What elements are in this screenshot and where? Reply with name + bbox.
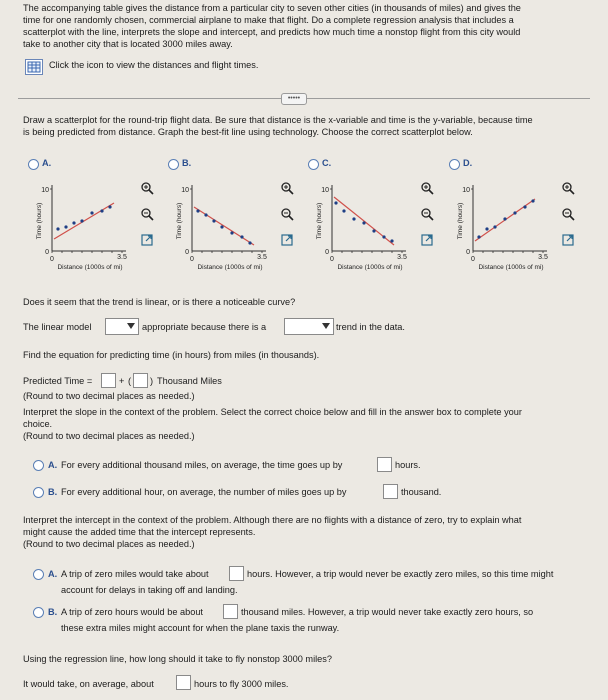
slope-thousand-input[interactable] bbox=[383, 484, 398, 499]
radio-button[interactable] bbox=[33, 569, 44, 580]
slope-hours-input[interactable] bbox=[377, 457, 392, 472]
slope-question-line: choice. bbox=[23, 419, 53, 429]
option-letter: B. bbox=[48, 607, 58, 617]
x-max-label: 3.5 bbox=[257, 254, 267, 261]
data-point bbox=[240, 235, 243, 238]
y-min-label: 0 bbox=[325, 249, 329, 256]
intercept-input[interactable] bbox=[101, 373, 116, 388]
expand-icon-arrow bbox=[286, 236, 291, 241]
scatter-option-b[interactable] bbox=[168, 157, 303, 282]
expand-icon[interactable] bbox=[280, 233, 294, 247]
scatterplot-thumbnail bbox=[308, 181, 408, 271]
magnifier-handle bbox=[289, 190, 293, 194]
slope-option-b[interactable] bbox=[33, 484, 583, 500]
data-point bbox=[108, 205, 111, 208]
radio-button[interactable] bbox=[308, 159, 319, 170]
expand-icon[interactable] bbox=[561, 233, 575, 247]
data-point bbox=[334, 201, 337, 204]
x-min-label: 0 bbox=[190, 256, 194, 263]
y-axis-label: Time (hours) bbox=[457, 202, 464, 240]
expand-icon-arrow bbox=[567, 236, 572, 241]
data-point bbox=[493, 225, 496, 228]
option-letter: B. bbox=[182, 158, 192, 168]
data-point bbox=[248, 241, 251, 244]
plus-sign: + bbox=[119, 376, 125, 386]
open-paren: ( bbox=[128, 376, 132, 386]
option-text: A trip of zero miles would take about bbox=[61, 569, 209, 579]
data-point bbox=[64, 225, 67, 228]
data-point bbox=[485, 227, 488, 230]
zoom-in-icon[interactable] bbox=[420, 181, 434, 195]
magnifier-handle bbox=[570, 190, 574, 194]
data-table-link-label[interactable]: Click the icon to view the distances and flight times. bbox=[49, 60, 259, 70]
x-axis-label: Distance (1000s of mi) bbox=[337, 264, 403, 271]
data-point bbox=[503, 217, 506, 220]
x-max-label: 3.5 bbox=[117, 254, 127, 261]
intercept-question-line: might cause the added time that the intercept represents. bbox=[23, 527, 256, 537]
slope-rounding: (Round to two decimal places as needed.) bbox=[23, 431, 195, 441]
data-point bbox=[56, 227, 59, 230]
data-point bbox=[352, 217, 355, 220]
equation-rounding: (Round to two decimal places as needed.) bbox=[23, 391, 195, 401]
zoom-out-icon[interactable] bbox=[561, 207, 575, 221]
slope-question bbox=[23, 406, 598, 442]
expand-icon[interactable] bbox=[140, 233, 154, 247]
prediction-prefix: It would take, on average, about bbox=[23, 679, 154, 689]
trend-middle: appropriate because there is a bbox=[142, 322, 267, 332]
y-min-label: 0 bbox=[185, 249, 189, 256]
intercept-option-a[interactable] bbox=[33, 566, 601, 596]
data-point bbox=[90, 211, 93, 214]
scatter-question-line: is being predicted from distance. Graph the best-fit line using technology. Choose the correct scatterplot below. bbox=[23, 127, 473, 137]
prediction-suffix: hours to fly 3000 miles. bbox=[194, 679, 289, 689]
intercept-miles-input[interactable] bbox=[223, 604, 238, 619]
radio-button[interactable] bbox=[168, 159, 179, 170]
expand-icon-arrow bbox=[426, 236, 431, 241]
radio-button[interactable] bbox=[28, 159, 39, 170]
x-min-label: 0 bbox=[50, 256, 54, 263]
x-min-label: 0 bbox=[330, 256, 334, 263]
x-axis-label: Distance (1000s of mi) bbox=[197, 264, 263, 271]
y-max-label: 10 bbox=[462, 187, 470, 194]
magnifier-handle bbox=[149, 216, 153, 220]
option-suffix: thousand. bbox=[401, 487, 442, 497]
close-paren: ) bbox=[150, 376, 154, 386]
best-fit-line bbox=[194, 207, 254, 245]
equation-row bbox=[23, 373, 583, 389]
expand-icon-arrow bbox=[146, 236, 151, 241]
option-letter: A. bbox=[42, 158, 52, 168]
y-axis-label: Time (hours) bbox=[36, 202, 43, 240]
data-point bbox=[477, 235, 480, 238]
y-axis-label: Time (hours) bbox=[316, 202, 323, 240]
trend-answer-row bbox=[23, 318, 583, 336]
chevron-down-icon bbox=[322, 323, 330, 329]
y-min-label: 0 bbox=[45, 249, 49, 256]
prediction-question: Using the regression line, how long should it take to fly nonstop 3000 miles? bbox=[23, 654, 332, 664]
option-letter: B. bbox=[48, 487, 58, 497]
slope-option-a[interactable] bbox=[33, 457, 583, 473]
table-icon[interactable] bbox=[25, 59, 43, 75]
data-point bbox=[513, 211, 516, 214]
trend-suffix: trend in the data. bbox=[336, 322, 405, 332]
data-point bbox=[80, 219, 83, 222]
trend-question: Does it seem that the trend is linear, or is there a noticeable curve? bbox=[23, 297, 296, 307]
y-max-label: 10 bbox=[181, 187, 189, 194]
scatterplot-thumbnail bbox=[449, 181, 549, 271]
option-text: A trip of zero hours would be about bbox=[61, 607, 203, 617]
data-table-link[interactable] bbox=[23, 57, 283, 75]
scatter-question bbox=[23, 114, 598, 138]
equation-question: Find the equation for predicting time (in hours) from miles (in thousands). bbox=[23, 350, 320, 360]
prediction-row bbox=[23, 675, 583, 691]
data-point bbox=[531, 199, 534, 202]
data-point bbox=[220, 225, 223, 228]
zoom-in-icon[interactable] bbox=[561, 181, 575, 195]
option-text: For every additional hour, on average, the number of miles goes up by bbox=[61, 487, 347, 497]
magnifier-handle bbox=[149, 190, 153, 194]
zoom-out-icon[interactable] bbox=[280, 207, 294, 221]
data-point bbox=[372, 229, 375, 232]
data-point bbox=[390, 239, 393, 242]
y-max-label: 10 bbox=[41, 187, 49, 194]
intercept-rounding: (Round to two decimal places as needed.) bbox=[23, 539, 195, 549]
y-max-label: 10 bbox=[321, 187, 329, 194]
x-axis-label: Distance (1000s of mi) bbox=[478, 264, 544, 271]
option-text-line2: these extra miles might account for when the plane taxis the runway. bbox=[61, 623, 340, 633]
option-letter: A. bbox=[48, 460, 58, 470]
scatter-option-d[interactable] bbox=[449, 157, 584, 282]
zoom-in-icon[interactable] bbox=[140, 181, 154, 195]
option-text-after: hours. However, a trip would never be exactly zero miles, so this time might bbox=[247, 569, 554, 579]
intro-line: The accompanying table gives the distance from a particular city to seven other cities (in thousands of miles) and gives the bbox=[23, 3, 521, 13]
trend-prefix: The linear model bbox=[23, 322, 92, 332]
option-letter: D. bbox=[463, 158, 473, 168]
option-letter: A. bbox=[48, 569, 58, 579]
intro-line: scatterplot with the line, interprets the slope and intercept, and predicts how much time a nonstop flight from this city would bbox=[23, 27, 521, 37]
x-max-label: 3.5 bbox=[397, 254, 407, 261]
radio-button[interactable] bbox=[449, 159, 460, 170]
expand-icon[interactable] bbox=[420, 233, 434, 247]
expand-button[interactable]: ••••• bbox=[281, 93, 307, 105]
slope-input[interactable] bbox=[133, 373, 148, 388]
scatter-option-a[interactable] bbox=[28, 157, 163, 282]
option-text-after: thousand miles. However, a trip would never take exactly zero hours, so bbox=[241, 607, 534, 617]
x-axis-label: Distance (1000s of mi) bbox=[57, 264, 123, 271]
magnifier-handle bbox=[570, 216, 574, 220]
data-point bbox=[342, 209, 345, 212]
y-axis-label: Time (hours) bbox=[176, 202, 183, 240]
data-point bbox=[523, 205, 526, 208]
scatter-option-c[interactable] bbox=[308, 157, 443, 282]
data-point bbox=[72, 221, 75, 224]
chevron-down-icon bbox=[127, 323, 135, 329]
magnifier-handle bbox=[289, 216, 293, 220]
trend-type-dropdown[interactable] bbox=[284, 318, 334, 335]
prediction-hours-input[interactable] bbox=[176, 675, 191, 690]
zoom-out-icon[interactable] bbox=[140, 207, 154, 221]
x-max-label: 3.5 bbox=[538, 254, 548, 261]
intercept-question-line: Interpret the intercept in the context of the problem. Although there are no flights with a distance of zero, try to explain what bbox=[23, 515, 522, 525]
appropriateness-dropdown[interactable] bbox=[105, 318, 139, 335]
data-point bbox=[100, 209, 103, 212]
data-point bbox=[196, 209, 199, 212]
intro-line: time for one randomly chosen, commercial airplane to make that flight. Do a complete regression analysis that includes a bbox=[23, 15, 514, 25]
option-text-line2: account for delays in taking off and landing. bbox=[61, 585, 238, 595]
scatterplot-thumbnail bbox=[28, 181, 128, 271]
best-fit-line bbox=[54, 203, 114, 239]
data-point bbox=[230, 231, 233, 234]
option-text: For every additional thousand miles, on average, the time goes up by bbox=[61, 460, 343, 470]
zoom-in-icon[interactable] bbox=[280, 181, 294, 195]
predicted-time-label: Predicted Time = bbox=[23, 376, 93, 386]
option-suffix: hours. bbox=[395, 460, 421, 470]
intercept-option-b[interactable] bbox=[33, 604, 601, 634]
intro-line: take to another city that is located 3000 miles away. bbox=[23, 39, 233, 49]
intercept-hours-input[interactable] bbox=[229, 566, 244, 581]
zoom-out-icon[interactable] bbox=[420, 207, 434, 221]
scatterplot-thumbnail bbox=[168, 181, 268, 271]
y-min-label: 0 bbox=[466, 249, 470, 256]
option-letter: C. bbox=[322, 158, 332, 168]
data-point bbox=[204, 213, 207, 216]
x-min-label: 0 bbox=[471, 256, 475, 263]
radio-button[interactable] bbox=[33, 460, 44, 471]
thousand-miles-label: Thousand Miles bbox=[157, 376, 222, 386]
data-point bbox=[382, 235, 385, 238]
magnifier-handle bbox=[429, 216, 433, 220]
slope-question-line: Interpret the slope in the context of the problem. Select the correct choice below and fill in the answer box to complete your bbox=[23, 407, 522, 417]
data-point bbox=[212, 219, 215, 222]
scatter-question-line: Draw a scatterplot for the round-trip flight data. Be sure that distance is the x-variable and time is the y-variable, because time bbox=[23, 115, 533, 125]
intro-text bbox=[23, 2, 598, 50]
intercept-question bbox=[23, 514, 598, 550]
radio-button[interactable] bbox=[33, 607, 44, 618]
radio-button[interactable] bbox=[33, 487, 44, 498]
magnifier-handle bbox=[429, 190, 433, 194]
data-point bbox=[362, 221, 365, 224]
